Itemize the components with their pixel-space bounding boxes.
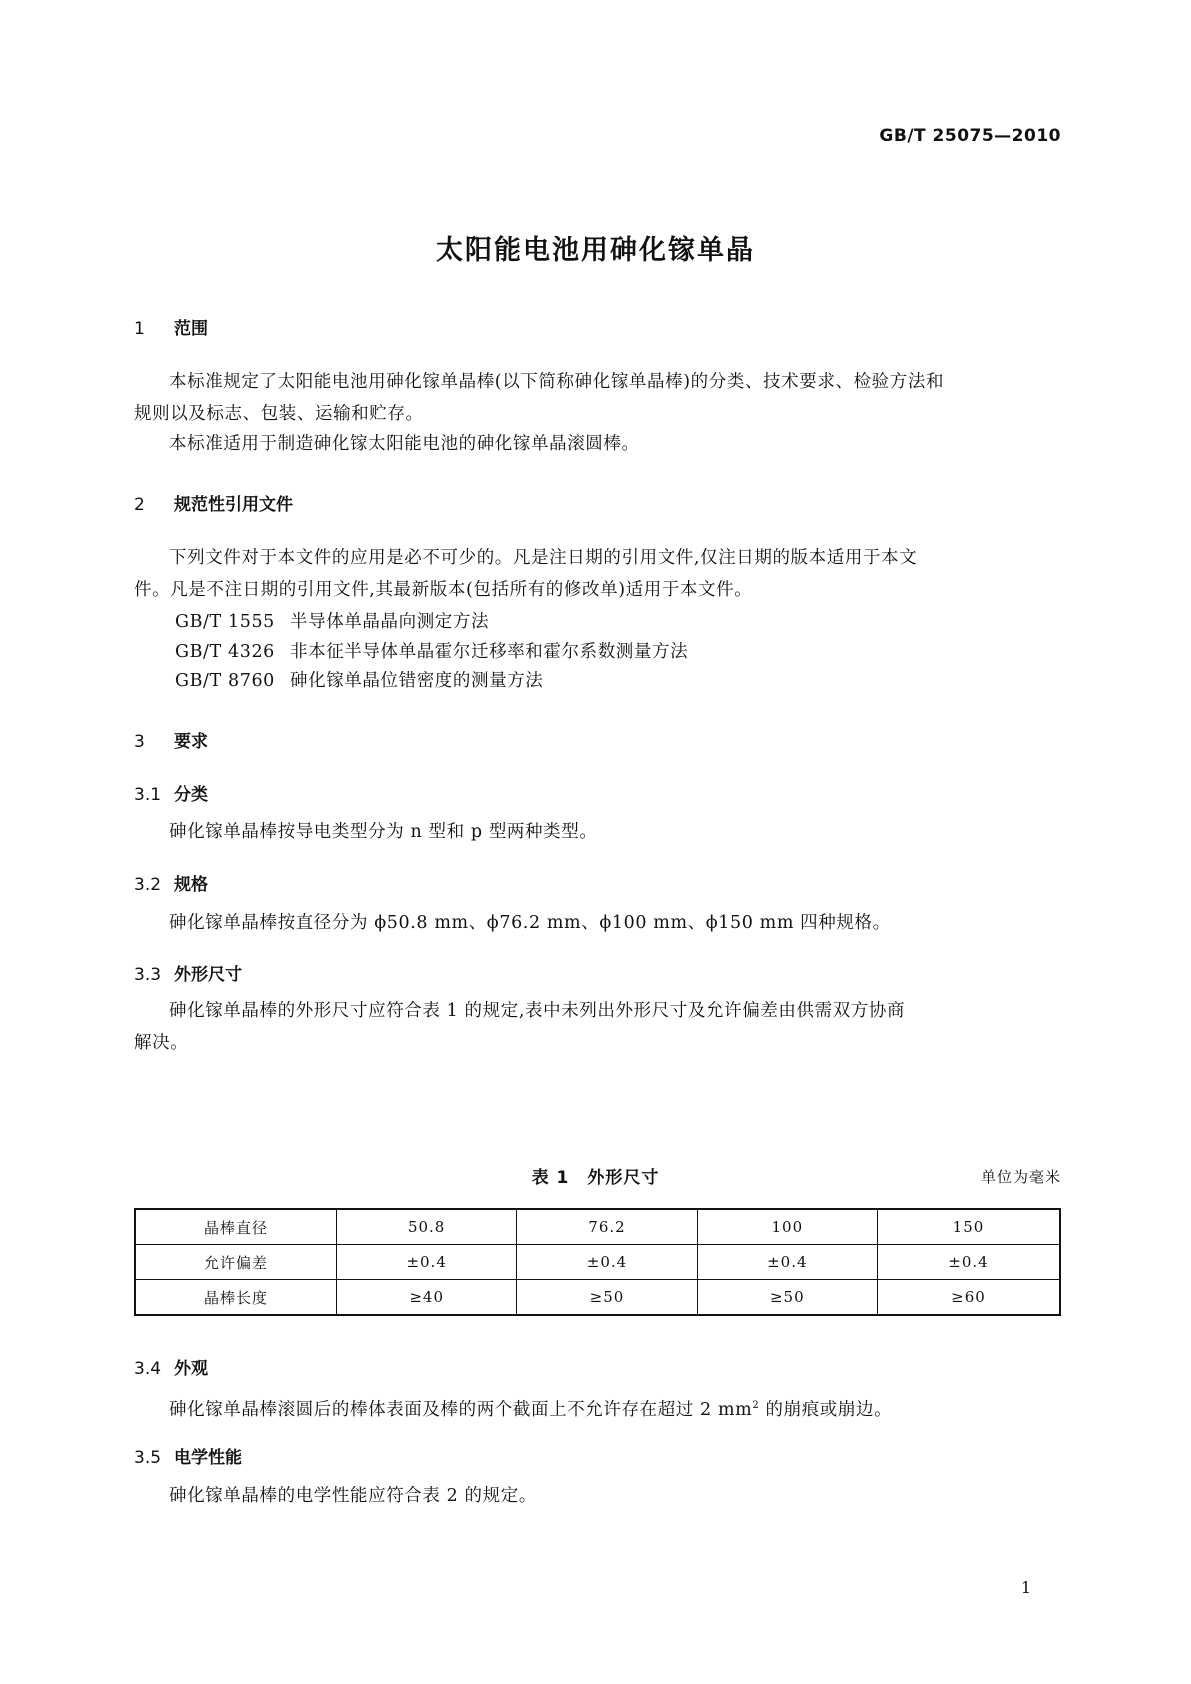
- normative-reference: [175, 608, 489, 633]
- paragraph-text: 的崩痕或崩边。: [759, 1399, 893, 1420]
- paragraph-text: 砷化镓单晶棒滚圆后的棒体表面及棒的两个截面上不允许存在超过 2 mm: [169, 1399, 753, 1420]
- section-title: 要求: [174, 732, 208, 752]
- section-number: 3.4: [134, 1359, 162, 1379]
- page-number: 1: [1020, 1578, 1031, 1597]
- section-number: 3.2: [134, 875, 162, 895]
- paragraph-line: 解决。: [134, 1033, 189, 1053]
- section-title: 外观: [174, 1359, 208, 1379]
- paragraph-line: 件。凡是不注日期的引用文件,其最新版本(包括所有的修改单)适用于本文件。: [134, 580, 753, 600]
- section-title: 范围: [174, 319, 208, 339]
- section-1-heading: [134, 314, 208, 339]
- row-header: 允许偏差: [135, 1245, 337, 1280]
- section-number: 2: [134, 495, 145, 515]
- table-cell: ±0.4: [517, 1245, 697, 1280]
- table-cell: 76.2: [517, 1209, 697, 1245]
- table-cell: 100: [697, 1209, 877, 1245]
- paragraph-line: 本标准规定了太阳能电池用砷化镓单晶棒(以下简称砷化镓单晶棒)的分类、技术要求、检验方法和: [169, 372, 945, 392]
- table-1-unit: 单位为毫米: [980, 1168, 1061, 1186]
- table-cell: ≥50: [517, 1280, 697, 1316]
- table-cell: ±0.4: [337, 1245, 517, 1280]
- reference-title: 砷化镓单晶位错密度的测量方法: [290, 671, 544, 691]
- table-cell: 150: [877, 1209, 1060, 1245]
- table-cell: ≥50: [697, 1280, 877, 1316]
- section-number: 1: [134, 319, 145, 339]
- section-3-4-paragraph: [134, 1390, 1056, 1426]
- paragraph-line: 本标准适用于制造砷化镓太阳能电池的砷化镓单晶滚圆棒。: [169, 434, 640, 454]
- reference-code: GB/T 1555: [175, 612, 275, 632]
- section-2-paragraph: [134, 542, 1056, 606]
- paragraph-line: 砷化镓单晶棒按导电类型分为 n 型和 p 型两种类型。: [169, 822, 598, 842]
- section-title: 规格: [174, 875, 208, 895]
- row-header: 晶棒长度: [135, 1280, 337, 1316]
- section-3-2-heading: [134, 870, 208, 895]
- section-3-3-paragraph: [134, 995, 1056, 1059]
- section-title: 电学性能: [174, 1448, 242, 1468]
- normative-reference: [175, 638, 688, 663]
- table-1-caption: 表 1 外形尺寸: [531, 1168, 660, 1188]
- reference-title: 半导体单晶晶向测定方法: [290, 612, 490, 632]
- section-title: 分类: [174, 785, 208, 805]
- paragraph-line: 砷化镓单晶棒按直径分为 ϕ50.8 mm、ϕ76.2 mm、ϕ100 mm、ϕ150 mm 四种规格。: [169, 913, 891, 933]
- section-title: 外形尺寸: [174, 965, 242, 985]
- table-cell: ±0.4: [877, 1245, 1060, 1280]
- table-cell: ±0.4: [697, 1245, 877, 1280]
- section-1-paragraph-1: [134, 366, 1056, 430]
- section-number: 3.1: [134, 785, 162, 805]
- section-3-4-heading: [134, 1354, 208, 1379]
- section-number: 3.5: [134, 1448, 162, 1468]
- table-row: [135, 1280, 1060, 1316]
- standard-number: GB/T 25075—2010: [879, 126, 1061, 146]
- paragraph-line: [134, 1390, 1056, 1426]
- section-3-5-heading: [134, 1443, 242, 1468]
- reference-code: GB/T 4326: [175, 642, 275, 662]
- reference-title: 非本征半导体单晶霍尔迁移率和霍尔系数测量方法: [290, 642, 689, 662]
- section-title: 规范性引用文件: [174, 495, 293, 515]
- superscript: 2: [752, 1400, 760, 1411]
- section-3-3-heading: [134, 960, 242, 985]
- normative-reference: [175, 667, 543, 692]
- paragraph-line: 下列文件对于本文件的应用是必不可少的。凡是注日期的引用文件,仅注日期的版本适用于本文: [169, 548, 918, 568]
- row-header: 晶棒直径: [135, 1209, 337, 1245]
- section-1-paragraph-2: [134, 428, 1056, 460]
- paragraph-line: 砷化镓单晶棒的电学性能应符合表 2 的规定。: [169, 1486, 537, 1506]
- section-3-heading: [134, 727, 208, 752]
- dimensions-table: [134, 1208, 1061, 1316]
- document-title: 太阳能电池用砷化镓单晶: [436, 235, 755, 266]
- table-cell: ≥40: [337, 1280, 517, 1316]
- section-2-heading: [134, 490, 293, 515]
- section-3-5-paragraph: [134, 1480, 1056, 1512]
- reference-code: GB/T 8760: [175, 671, 275, 691]
- section-3-1-heading: [134, 780, 208, 805]
- section-3-1-paragraph: [134, 816, 1056, 848]
- table-row: [135, 1245, 1060, 1280]
- paragraph-line: 砷化镓单晶棒的外形尺寸应符合表 1 的规定,表中未列出外形尺寸及允许偏差由供需双方协商: [169, 1001, 906, 1021]
- paragraph-line: 规则以及标志、包装、运输和贮存。: [134, 404, 424, 424]
- section-3-2-paragraph: [134, 907, 1056, 939]
- table-row: [135, 1209, 1060, 1245]
- section-number: 3.3: [134, 965, 162, 985]
- table-cell: ≥60: [877, 1280, 1060, 1316]
- section-number: 3: [134, 732, 145, 752]
- table-cell: 50.8: [337, 1209, 517, 1245]
